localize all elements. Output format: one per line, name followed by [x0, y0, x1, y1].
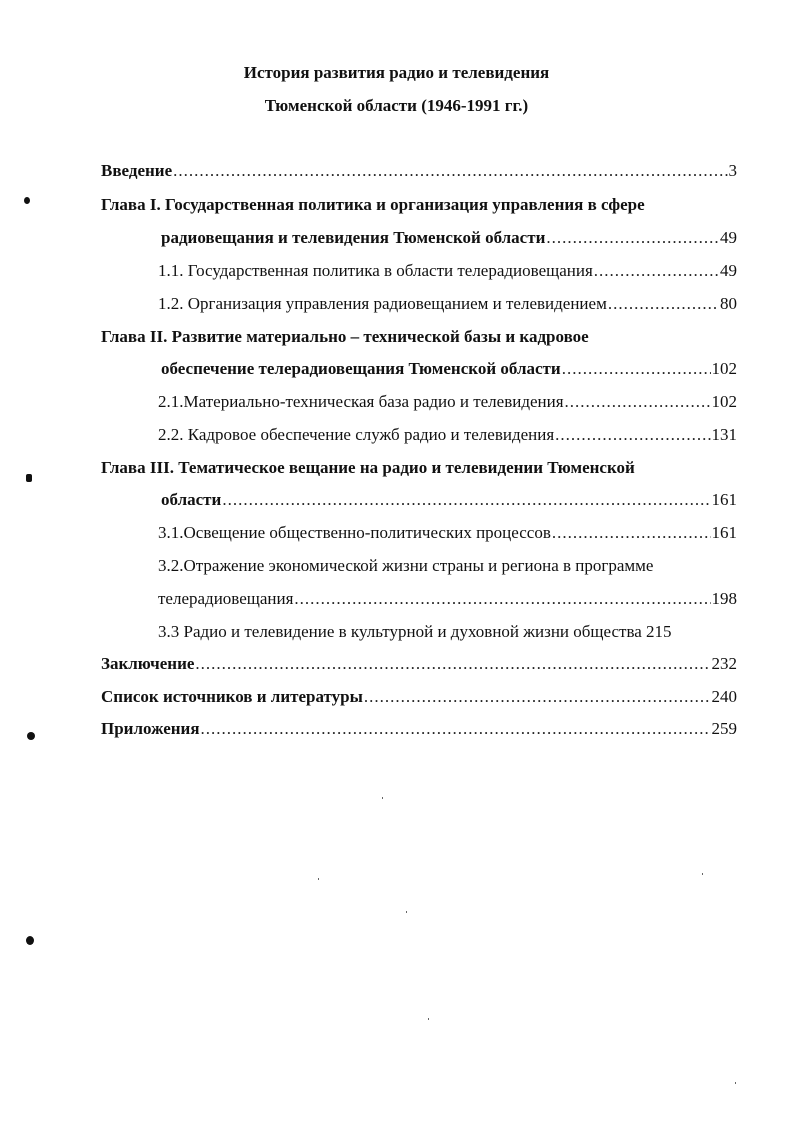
document-title-line-1: История развития радио и телевидения	[243, 63, 550, 82]
toc-entry-label: 2.1.Материально-техническая база радио и телевидения	[158, 392, 564, 411]
toc-entry-label: Заключение	[101, 654, 195, 673]
toc-entry-label: обеспечение телерадиовещания Тюменской области	[161, 359, 561, 378]
dot-leader	[546, 227, 719, 249]
scan-mark	[24, 197, 30, 204]
toc-entry-page: 49	[720, 261, 737, 280]
toc-chapter-3-line-1: Глава III. Тематическое вещание на радио и телевидении Тюменской	[101, 458, 635, 477]
toc-section-3-2-line-2	[158, 588, 737, 610]
toc-chapter-1-line-2	[161, 227, 737, 249]
toc-entry-page: 102	[711, 392, 737, 411]
toc-entry-label: области	[161, 490, 222, 509]
toc-section-3-3: 3.3 Радио и телевидение в культурной и духовной жизни общества 215	[158, 622, 672, 641]
toc-chapter-3-line-2	[161, 489, 737, 511]
toc-entry-page: 3	[728, 161, 737, 180]
dot-leader	[195, 653, 710, 675]
toc-section-1-1	[158, 260, 737, 282]
dot-leader	[594, 260, 719, 282]
scan-mark	[26, 474, 32, 482]
toc-entry-label: 2.2. Кадровое обеспечение служб радио и телевидения	[158, 425, 555, 444]
toc-entry-label: телерадиовещания	[158, 589, 294, 608]
toc-entry-label: 3.1.Освещение общественно-политических процессов	[158, 523, 551, 542]
dot-leader	[555, 424, 710, 446]
toc-chapter-1-line-1: Глава I. Государственная политика и организация управления в сфере	[101, 195, 645, 214]
toc-section-1-2	[158, 293, 737, 315]
dot-leader	[294, 588, 710, 610]
toc-entry-label: Приложения	[101, 719, 200, 738]
scan-speck	[382, 797, 383, 799]
toc-section-2-1	[158, 391, 737, 413]
scan-mark	[26, 936, 34, 945]
toc-entry-page: 232	[711, 654, 737, 673]
toc-entry-sources	[101, 686, 737, 708]
dot-leader	[608, 293, 719, 315]
toc-entry-page: 49	[720, 228, 737, 247]
dot-leader	[562, 358, 711, 380]
toc-entry-appendix	[101, 718, 737, 740]
toc-entry-page: 131	[711, 425, 737, 444]
toc-entry-page: 102	[711, 359, 737, 378]
scan-speck	[318, 878, 319, 880]
dot-leader	[552, 522, 711, 544]
scan-speck	[702, 873, 703, 875]
toc-entry-page: 198	[711, 589, 737, 608]
toc-entry-page: 161	[711, 523, 737, 542]
scan-speck	[406, 911, 407, 913]
toc-entry-label: 1.1. Государственная политика в области телерадиовещания	[158, 261, 593, 280]
toc-entry-conclusion	[101, 653, 737, 675]
document-title-line-2: Тюменской области (1946-1991 гг.)	[264, 96, 529, 115]
dot-leader	[222, 489, 710, 511]
scan-mark	[27, 732, 35, 740]
toc-section-2-2	[158, 424, 737, 446]
toc-entry-page: 80	[720, 294, 737, 313]
toc-entry-label: Список источников и литературы	[101, 687, 363, 706]
toc-entry-label: 1.2. Организация управления радиовещанием и телевидением	[158, 294, 607, 313]
toc-section-3-2-line-1: 3.2.Отражение экономической жизни страны и региона в программе	[158, 556, 654, 575]
toc-entry-page: 259	[711, 719, 737, 738]
scan-speck	[428, 1018, 429, 1020]
toc-entry-page: 240	[711, 687, 737, 706]
toc-entry-page: 161	[711, 490, 737, 509]
toc-chapter-2-line-1: Глава II. Развитие материально – технической базы и кадровое	[101, 327, 589, 346]
toc-section-3-1	[158, 522, 737, 544]
scan-speck	[735, 1082, 736, 1084]
toc-entry-label: радиовещания и телевидения Тюменской области	[161, 228, 546, 247]
toc-entry-intro	[101, 160, 737, 182]
dot-leader	[201, 718, 711, 740]
toc-entry-label: Введение	[101, 161, 173, 180]
dot-leader	[565, 391, 711, 413]
dot-leader	[364, 686, 711, 708]
toc-chapter-2-line-2	[161, 358, 737, 380]
dot-leader	[173, 160, 727, 182]
